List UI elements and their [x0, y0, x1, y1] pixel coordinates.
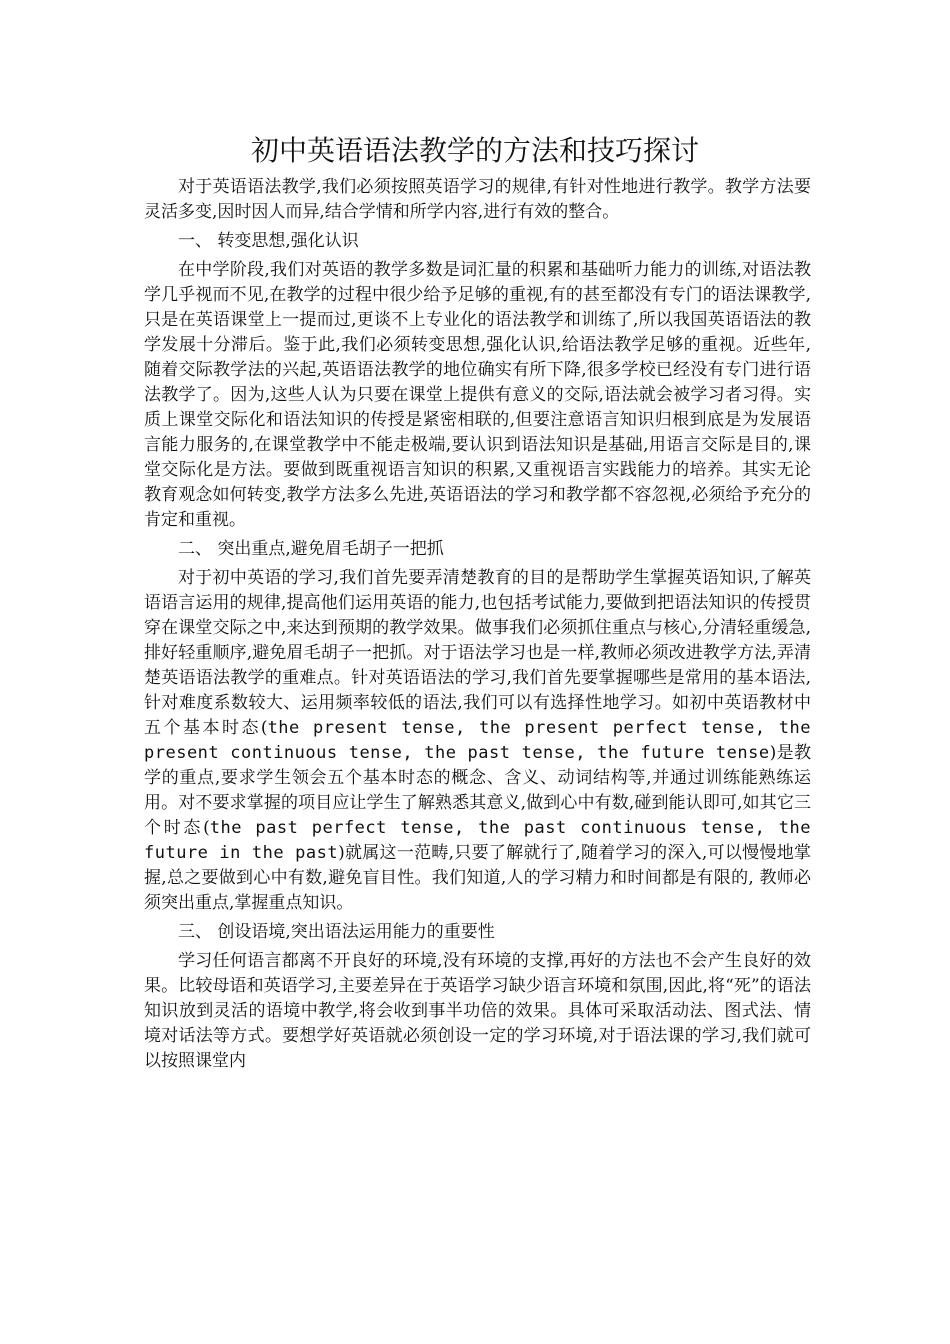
document-body — [144, 175, 811, 1075]
section-heading-2: 二、 突出重点,避免眉毛胡子一把抓 — [178, 539, 444, 559]
section-2-text-part-1: 对于初中英语的学习,我们首先要弄清楚教育的目的是帮助学生掌握英语知识,了解英语语言运用的规律,提高他们运用英语的能力,也包括考试能力,要做到把语法知识的传授贯穿在课堂交际之中,来达到预期的教学效果。做事我们必须抓住重点与核心,分清轻重缓急,排好轻重顺序,避免眉毛胡子一把抓。对于语法学习也是一样,教师必须改进教学方法,弄清楚英语语法教学的重难点。针对英语语法的学习,我们首先要掌握哪些是常用的基本语法,针对难度系数较大、运用频率较低的语法,我们可以有选择性地学习。如初中英语教材中五个基本时态( — [144, 568, 811, 738]
document-title: 初中英语语法教学的方法和技巧探讨 — [250, 134, 699, 167]
section-2-text-part-3: )就属这一范畴,只要了解就行了,随着学习的深入,可以慢慢地掌握,总之要做到心中有数,避免盲目性。我们知道,人的学习精力和时间都是有限的, 教师必须突出重点,掌握重点知识。 — [144, 843, 812, 913]
section-heading-3: 三、 创设语境,突出语法运用能力的重要性 — [178, 922, 495, 942]
section-paragraph-1: 在中学阶段,我们对英语的教学多数是词汇量的积累和基础听力能力的训练,对语法教学几乎视而不见,在教学的过程中很少给予足够的重视,有的甚至都没有专门的语法课教学,只是在英语课堂上一提而过,更谈不上专业化的语法教学和训练了,所以我国英语语法的教学发展十分滞后。鉴于此,我们必须转变思想,强化认识,给语法教学足够的重视。近些年,随着交际教学法的兴起,英语语法教学的地位确实有所下降,很多学校已经没有专门进行语法教学了。因为,这些人认为只要在课堂上提供有意义的交际,语法就会被学习者习得。实质上课堂交际化和语法知识的传授是紧密相联的,但要注意语言知识归根到底是为发展语言能力服务的,在课堂教学中不能走极端,要认识到语法知识是基础,用语言交际是目的,课堂交际化是方法。要做到既重视语言知识的积累,又重视语言实践能力的培养。其实无论教育观念如何转变,教学方法多么先进,英语语法的学习和教学都不容忽视,必须给予充分的肯定和重视。 — [144, 260, 811, 530]
five-tenses-list: the present tense, the present perfect tense, the present continuous tense, the past tense, the future tense — [144, 718, 811, 763]
section-2-text-part-2: )是教学的重点,要求学生领会五个基本时态的概念、含义、动词结构等,并通过训练能熟练运用。对不要求掌握的项目应让学生了解熟悉其意义,做到心中有数,碰到能认即可,如其它三个时态( — [144, 743, 812, 838]
intro-paragraph: 对于英语语法教学,我们必须按照英语学习的规律,有针对性地进行教学。教学方法要灵活多变,因时因人而异,结合学情和所学内容,进行有效的整合。 — [144, 177, 811, 222]
section-heading-1: 一、 转变思想,强化认识 — [178, 231, 359, 251]
three-tenses-list: the past perfect tense, the past continuous tense, the future in the past — [144, 818, 811, 863]
section-paragraph-2 — [144, 566, 811, 916]
section-paragraph-3: 学习任何语言都离不开良好的环境,没有环境的支撑,再好的方法也不会产生良好的效果。比较母语和英语学习,主要差异在于英语学习缺少语言环境和氛围,因此,将“死”的语法知识放到灵活的语境中教学,将会收到事半功倍的效果。具体可采取活动法、图式法、情境对话法等方式。要想学好英语就必须创设一定的学习环境,对于语法课的学习,我们就可以按照课堂内 — [144, 951, 811, 1071]
